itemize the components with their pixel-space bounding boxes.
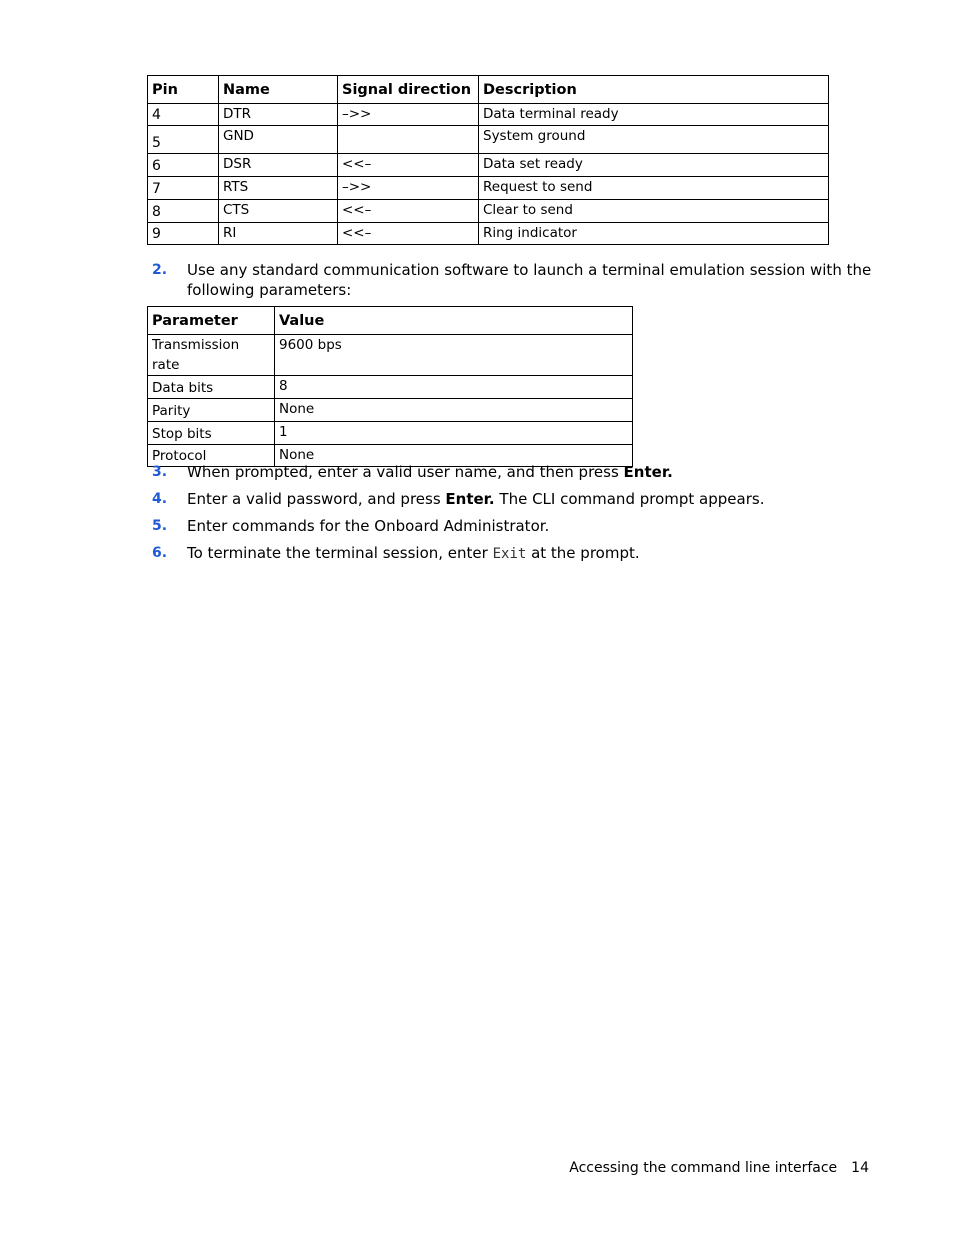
description-cell: Clear to send <box>479 200 829 223</box>
pin-cell: 4 <box>148 104 219 126</box>
parameter-cell: Data bits <box>148 376 275 399</box>
enter-key-label: Enter. <box>445 490 495 508</box>
header-signal-direction: Signal direction <box>338 76 479 104</box>
table-row <box>148 177 829 200</box>
value-cell: 9600 bps <box>275 335 633 376</box>
parameter-cell: Protocol <box>148 445 275 467</box>
description-cell: Ring indicator <box>479 223 829 245</box>
description-cell: Data set ready <box>479 154 829 177</box>
table-row <box>148 126 829 154</box>
description-cell: Data terminal ready <box>479 104 829 126</box>
step-number: 4. <box>152 491 168 507</box>
step-number: 3. <box>152 464 168 480</box>
pin-cell: 5 <box>148 126 219 154</box>
description-cell: Request to send <box>479 177 829 200</box>
pin-cell: 6 <box>148 154 219 177</box>
name-cell: RI <box>219 223 338 245</box>
name-cell: DTR <box>219 104 338 126</box>
header-pin: Pin <box>148 76 219 104</box>
step-text: Use any standard communication software to launch a terminal emulation session with the following parameters: <box>187 261 872 299</box>
step-text <box>187 462 872 482</box>
name-cell: CTS <box>219 200 338 223</box>
page-number: 14 <box>851 1160 869 1176</box>
table-row <box>148 104 829 126</box>
signal-cell <box>338 126 479 154</box>
step-number: 2. <box>152 262 168 278</box>
header-name: Name <box>219 76 338 104</box>
signal-cell: –>> <box>338 104 479 126</box>
pin-cell: 7 <box>148 177 219 200</box>
step-number: 5. <box>152 518 168 534</box>
step-number: 6. <box>152 545 168 561</box>
step-text <box>187 489 872 509</box>
pin-signal-table <box>147 75 829 245</box>
step-text-after: The CLI command prompt appears. <box>494 490 765 508</box>
table-row <box>148 223 829 245</box>
signal-cell: <<– <box>338 223 479 245</box>
page-footer <box>569 1158 869 1178</box>
parameter-cell: Stop bits <box>148 422 275 445</box>
value-cell: 8 <box>275 376 633 399</box>
table-row <box>148 376 633 399</box>
name-cell: GND <box>219 126 338 154</box>
param-table-header-row <box>148 307 633 335</box>
table-row <box>148 399 633 422</box>
step-text <box>187 543 872 564</box>
pin-cell: 9 <box>148 223 219 245</box>
step-text-after: at the prompt. <box>526 544 640 562</box>
step-text-before: When prompted, enter a valid user name, and then press <box>187 463 624 481</box>
table-row <box>148 422 633 445</box>
value-cell: 1 <box>275 422 633 445</box>
pin-cell: 8 <box>148 200 219 223</box>
table-row <box>148 154 829 177</box>
parameter-cell: Transmission rate <box>148 335 275 376</box>
name-cell: DSR <box>219 154 338 177</box>
description-cell: System ground <box>479 126 829 154</box>
value-cell: None <box>275 399 633 422</box>
enter-key-label: Enter. <box>623 463 673 481</box>
table-row <box>148 335 633 376</box>
header-description: Description <box>479 76 829 104</box>
step-2 <box>152 260 872 300</box>
exit-command: Exit <box>492 546 527 562</box>
table-row <box>148 200 829 223</box>
pin-table-header-row <box>148 76 829 104</box>
step-text-before: To terminate the terminal session, enter <box>187 544 493 562</box>
parameter-cell: Parity <box>148 399 275 422</box>
terminal-parameters-table <box>147 306 633 467</box>
footer-section-title: Accessing the command line interface <box>569 1160 838 1176</box>
value-cell: None <box>275 445 633 467</box>
header-value: Value <box>275 307 633 335</box>
name-cell: RTS <box>219 177 338 200</box>
step-text-before: Enter a valid password, and press <box>187 490 446 508</box>
step-5 <box>152 516 872 536</box>
step-6 <box>152 543 872 563</box>
signal-cell: <<– <box>338 200 479 223</box>
step-3 <box>152 462 872 482</box>
signal-cell: –>> <box>338 177 479 200</box>
step-4 <box>152 489 872 509</box>
header-parameter: Parameter <box>148 307 275 335</box>
signal-cell: <<– <box>338 154 479 177</box>
step-text: Enter commands for the Onboard Administrator. <box>187 517 550 535</box>
